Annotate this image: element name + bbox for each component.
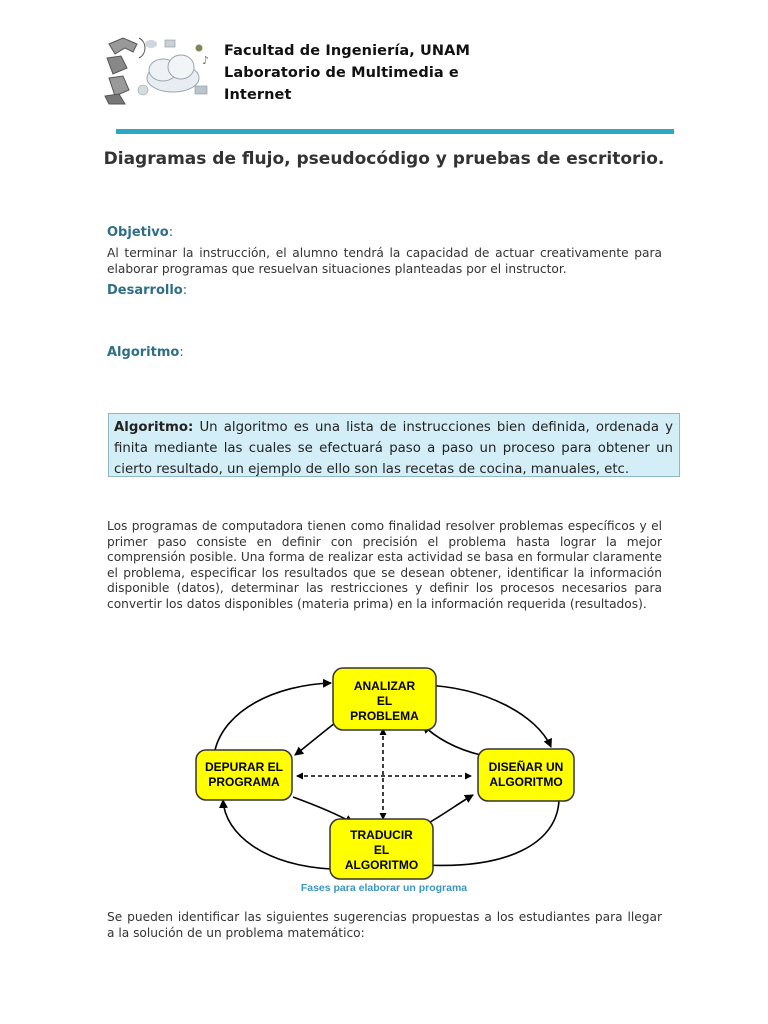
arc-bottom-to-left	[223, 800, 331, 869]
institution-name	[224, 40, 470, 106]
institution-line-2: Laboratorio de Multimedia e	[224, 65, 459, 81]
document-title: Diagramas de flujo, pseudocódigo y pruebas de escritorio.	[103, 149, 665, 169]
definition-text: Un algoritmo es una lista de instrucciones bien definida, ordenada y finita mediante las cuales se efectuará paso a paso un proceso para obtener un cierto resultado, un ejemplo de ello son las recetas de cocina, manuales, etc.	[114, 420, 674, 477]
suggestions-paragraph: Se pueden identificar las siguientes sugerencias propuestas a los estudiantes para llegar a la solución de un problema matemático:	[107, 910, 662, 940]
inner-top-to-left	[295, 723, 335, 755]
node-analizar	[333, 668, 436, 730]
algorithm-definition-box	[108, 413, 680, 477]
objetivo-text: Al terminar la instrucción, el alumno tendrá la capacidad de actuar creativamente para elaborar programas que resuelvan situaciones planteadas por el instructor.	[107, 246, 662, 276]
programs-paragraph: Los programas de computadora tienen como finalidad resolver problemas específicos y el primer paso consiste en definir con precisión el problema hasta lograr la mejor comprensión posible. Una forma de realizar esta actividad se basa en formular claramente el problema, especificar los resultados que se desean obtener, identificar la información disponible (datos), determinar las restricciones y definir los procesos necesarios para convertir los datos disponibles (materia prima) en la información requerida (resultados).	[107, 519, 662, 611]
diagram-caption: Fases para elaborar un programa	[300, 882, 468, 894]
node-depurar-line-2: PROGRAMA	[208, 775, 280, 789]
desarrollo-heading-text: Desarrollo	[107, 283, 183, 298]
arc-top-to-right	[423, 685, 551, 747]
node-traducir	[330, 819, 433, 879]
algoritmo-heading-text: Algoritmo	[107, 345, 180, 360]
node-traducir-line-1: TRADUCIR	[350, 828, 413, 842]
objetivo-heading-text: Objetivo	[107, 225, 169, 240]
arc-right-to-bottom	[425, 800, 559, 865]
inner-bottom-to-right	[425, 795, 473, 825]
inner-right-to-top	[423, 725, 481, 755]
node-depurar-line-1: DEPURAR EL	[204, 760, 284, 774]
node-traducir-line-3: ALGORITMO	[344, 858, 419, 872]
institution-line-1: Facultad de Ingeniería, UNAM	[224, 43, 471, 59]
institution-line-3: Internet	[224, 87, 292, 103]
node-disenar-line-1: DISEÑAR UN	[488, 760, 564, 774]
program-phases-diagram	[185, 655, 595, 890]
section-heading-algoritmo: Algoritmo:	[107, 345, 184, 360]
svg-text:♪: ♪	[202, 54, 210, 67]
node-analizar-line-3: PROBLEMA	[350, 709, 419, 723]
definition-term: Algoritmo:	[114, 420, 194, 435]
node-disenar	[478, 749, 574, 801]
section-heading-objetivo: Objetivo:	[107, 225, 174, 240]
node-analizar-line-1: ANALIZAR	[353, 679, 416, 693]
header-divider	[116, 129, 674, 134]
unam-multimedia-logo	[103, 34, 228, 106]
node-depurar	[196, 750, 292, 800]
section-heading-desarrollo: Desarrollo:	[107, 283, 188, 298]
node-traducir-line-2: EL	[373, 843, 390, 857]
node-disenar-line-2: ALGORITMO	[489, 775, 563, 789]
node-analizar-line-2: EL	[376, 694, 393, 708]
